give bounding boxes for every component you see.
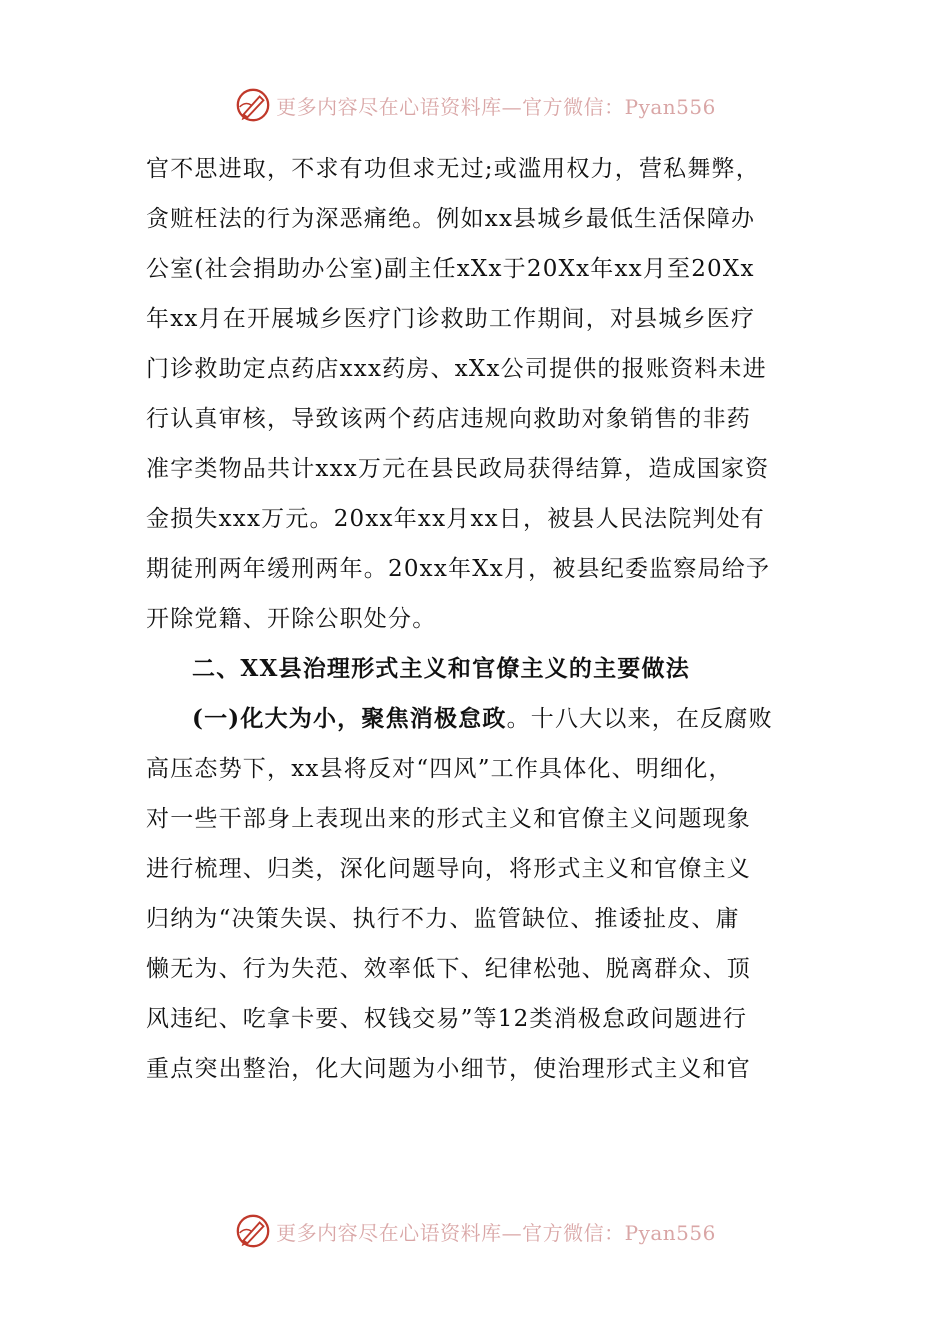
text-line: 进行梳理、归类，深化问题导向，将形式主义和官僚主义 bbox=[146, 856, 751, 882]
section-heading: 二、XX县治理形式主义和官僚主义的主要做法 bbox=[192, 655, 690, 682]
text-line: 门诊救助定点药店xxx药房、xXx公司提供的报账资料未进 bbox=[146, 356, 767, 382]
text-line: 公室(社会捐助办公室)副主任xXx于20Xx年xx月至20Xx bbox=[146, 256, 755, 282]
text-line: 风违纪、吃拿卡要、权钱交易”等12类消极怠政问题进行 bbox=[146, 1006, 748, 1032]
document-body bbox=[146, 144, 806, 1094]
paragraph-first-line bbox=[146, 694, 806, 744]
text-line: 准字类物品共计xxx万元在县民政局获得结算，造成国家资 bbox=[146, 456, 770, 482]
header-watermark bbox=[0, 82, 950, 128]
watermark-text: 更多内容尽在心语资料库—官方微信：Pyan556 bbox=[276, 1220, 716, 1245]
text-line: 官不思进取，不求有功但求无过;或滥用权力，营私舞弊， bbox=[146, 156, 760, 182]
text-span: 。十八大以来，在反腐败 bbox=[506, 706, 773, 732]
text-line: 行认真审核，导致该两个药店违规向救助对象销售的非药 bbox=[146, 406, 751, 432]
text-line: 懒无为、行为失范、效率低下、纪律松弛、脱离群众、顶 bbox=[146, 956, 751, 982]
text-line: 重点突出整治，化大问题为小细节，使治理形式主义和官 bbox=[146, 1056, 751, 1082]
text-line: 贪赃枉法的行为深恶痛绝。例如xx县城乡最低生活保障办 bbox=[146, 206, 756, 232]
watermark-text: 更多内容尽在心语资料库—官方微信：Pyan556 bbox=[276, 94, 716, 119]
pen-logo-icon bbox=[234, 1212, 272, 1250]
text-line: 高压态势下，xx县将反对“四风”工作具体化、明细化， bbox=[146, 756, 733, 782]
text-line: 年xx月在开展城乡医疗门诊救助工作期间，对县城乡医疗 bbox=[146, 306, 756, 332]
text-line: 对一些干部身上表现出来的形式主义和官僚主义问题现象 bbox=[146, 806, 751, 832]
footer-watermark bbox=[0, 1208, 950, 1254]
text-line: 归纳为“决策失误、执行不力、监管缺位、推诿扯皮、庸 bbox=[146, 906, 740, 932]
text-line: 期徒刑两年缓刑两年。20xx年Xx月，被县纪委监察局给予 bbox=[146, 556, 771, 582]
subsection-title: (一)化大为小，聚焦消极怠政 bbox=[192, 705, 507, 732]
text-line: 开除党籍、开除公职处分。 bbox=[146, 606, 437, 632]
pen-logo-icon bbox=[234, 86, 272, 124]
text-line: 金损失xxx万元。20xx年xx月xx日，被县人民法院判处有 bbox=[146, 506, 766, 532]
